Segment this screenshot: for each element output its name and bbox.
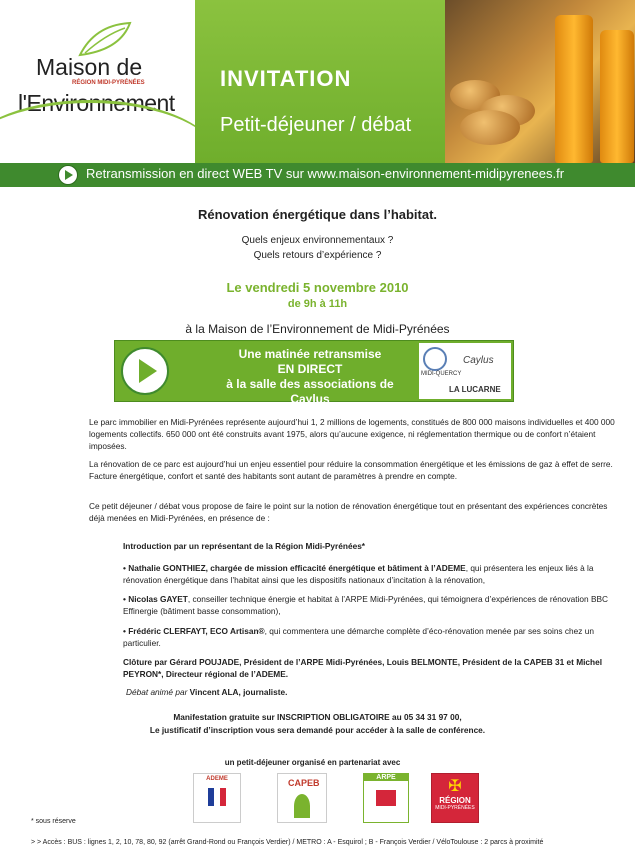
speaker-2 (123, 593, 623, 617)
logo-line1: Maison de (36, 54, 143, 80)
play-icon[interactable] (121, 347, 169, 395)
region-label: RÉGION (439, 796, 471, 805)
play-icon[interactable] (58, 165, 78, 185)
program-intro: Introduction par un représentant de la Région Midi-Pyrénées* (123, 541, 366, 551)
region-logo (431, 773, 479, 823)
capeb-label: CAPEB (288, 778, 320, 788)
debate-label: Débat animé par (126, 687, 188, 697)
paragraph-1: Le parc immobilier en Midi-Pyrénées représente aujourd’hui 1, 2 millions de logements, constitués de 800 000 maisons individuelles et 400 000 logements collectifs. 650 000 ont été construits avant 1975, alors qu’aucune exigence, ni réglementation thermique ou de confort n’étaient imposées. (89, 417, 615, 451)
partners-intro: un petit-déjeuner organisé en partenariat avec (224, 758, 401, 767)
arpe-logo (363, 773, 409, 823)
closing: Clôture par Gérard POUJADE, Président de l’ARPE Midi-Pyrénées, Louis BELMONTE, Président de la CAPEB 31 et Michel PEYRON*, Directeur régional de l’ADEME. (123, 657, 603, 679)
event-time: de 9h à 11h (287, 298, 348, 310)
logo-line2: l'Environnement (18, 90, 175, 116)
webtv-bar[interactable] (0, 163, 635, 187)
partner-midi-quercy: MIDI-QUERCY (421, 371, 462, 377)
debate-name: Vincent ALA, journaliste. (187, 687, 288, 697)
live-line1: Une matinée retransmise (238, 347, 382, 361)
webtv-text[interactable]: Retransmission en direct WEB TV sur www.maison-environnement-midipyrenees.fr (86, 166, 565, 181)
event-title: Rénovation énergétique dans l’habitat. (197, 207, 438, 222)
ademe-flag (208, 788, 226, 806)
local-partners (419, 343, 511, 399)
event-place: à la Maison de l’Environnement de Midi-Pyrénées (185, 322, 450, 336)
breakfast-photo (445, 0, 635, 163)
partner-caylus: Caylus (463, 355, 494, 366)
speaker-3 (123, 625, 623, 649)
footnote: * sous réserve (31, 818, 76, 825)
logo (0, 0, 195, 163)
logo-arc (0, 100, 220, 223)
paragraph-2: La rénovation de ce parc est aujourd’hui un enjeu essentiel pour réduire la consommation énergétique et les émissions de gaz à effet de serre. Facture énergétique, confort et santé des habitants sont autant de paramètres à prendre en compte. (89, 459, 613, 481)
cross-icon: ✠ (448, 778, 462, 795)
capeb-emblem (294, 794, 310, 818)
arpe-label: ARPE (364, 774, 408, 781)
logo-region: RÉGION MIDI-PYRÉNÉES (72, 80, 145, 86)
header-banner (0, 0, 635, 163)
ademe-label: ADEME (206, 776, 228, 782)
question-1: Quels enjeux environnementaux ? (241, 235, 394, 246)
access-info: > > Accès : BUS : lignes 1, 2, 10, 78, 80, 92 (arrêt Grand-Rond ou François Verdier) / METRO : A - Esquirol ; B - François Verdier / VéloToulouse : 2 parcs à proximité (31, 839, 544, 846)
region-sub: MIDI-PYRÉNÉES (435, 805, 475, 811)
arpe-emblem (376, 790, 396, 806)
midi-quercy-logo (423, 347, 447, 371)
partner-lucarne: LA LUCARNE (449, 385, 501, 394)
capeb-logo (277, 773, 327, 823)
speaker-3-desc: , qui commentera une démarche complète d’éco-rénovation menée par ses soins chez un particulier. (123, 626, 594, 648)
speaker-3-name: • Frédéric CLERFAYT, ECO Artisan® (123, 626, 265, 636)
live-broadcast-box (114, 340, 514, 406)
event-date: Le vendredi 5 novembre 2010 (226, 280, 409, 295)
speaker-2-name: • Nicolas GAYET (123, 594, 188, 604)
speaker-1-desc: , qui présentera les enjeux liés à la rénovation énergétique dans l’habitat ainsi que les dispositifs nationaux d’incitation à la rénovation, (123, 563, 594, 585)
debate-moderator (126, 686, 626, 698)
paragraph-3: Ce petit déjeuner / débat vous propose de faire le point sur la notion de rénovation énergétique tout en présentant des expériences concrètes déjà menées en Midi-Pyrénées, en présence de : (89, 501, 608, 523)
registration-line1: Manifestation gratuite sur INSCRIPTION OBLIGATOIRE au 05 34 31 97 00, (173, 712, 462, 722)
invitation-title: INVITATION (220, 66, 352, 91)
registration-line2: Le justificatif d’inscription vous sera demandé pour accéder à la salle de conférence. (149, 725, 486, 735)
question-2: Quels retours d’expérience ? (253, 250, 382, 261)
speaker-2-desc: , conseiller technique énergie et habitat à l’ARPE Midi-Pyrénées, qui témoignera d’expériences de rénovation BBC Effinergie (bâtiment basse consommation), (123, 594, 609, 616)
live-line3: à la salle des associations de Caylus (226, 377, 394, 406)
event-subtitle: Petit-déjeuner / débat (220, 114, 412, 136)
live-line2: EN DIRECT (277, 362, 343, 376)
speaker-1-name: • Nathalie GONTHIEZ, chargée de mission efficacité énergétique et bâtiment à l’ADEME (123, 563, 466, 573)
ademe-logo (193, 773, 241, 823)
live-text (205, 347, 415, 407)
speaker-1 (123, 562, 623, 586)
